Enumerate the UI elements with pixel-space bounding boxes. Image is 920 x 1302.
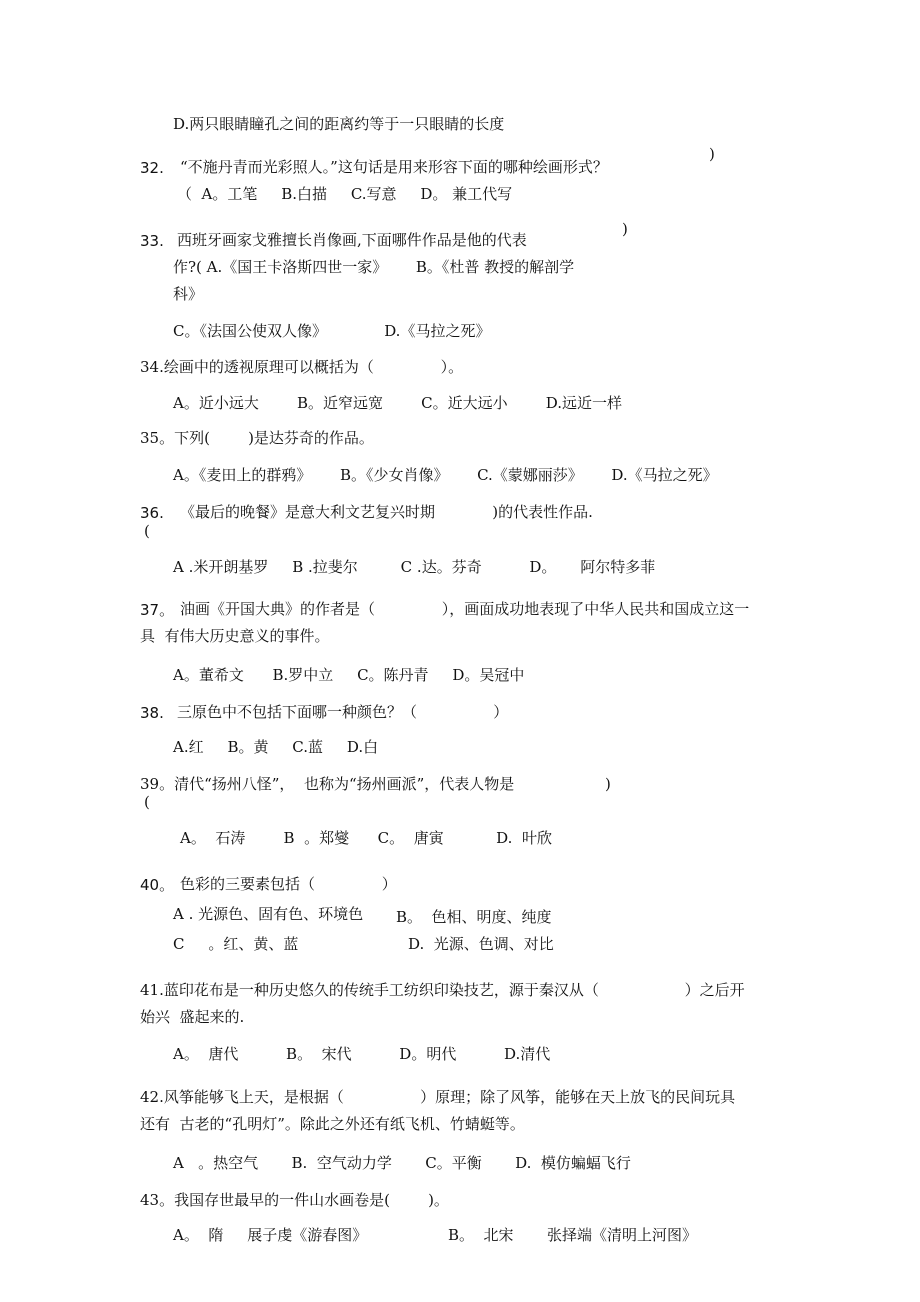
q32-number: 32.	[140, 159, 164, 177]
q33-options-cont: 科》	[173, 285, 204, 303]
q39-text: 39。清代“扬州八怪”， 也称为“扬州画派”，代表人物是	[140, 775, 515, 793]
q32-text: “不施丹青而光彩照人。”这句话是用来形容下面的哪种绘画形式？	[180, 158, 608, 176]
q40-option-b: B。 色相、明度、纯度	[396, 908, 552, 926]
q35-text: 35。下列( )是达芬奇的作品。	[140, 429, 374, 447]
q38-number: 38.	[140, 704, 164, 722]
q40-option-a: A . 光源色、固有色、环境色	[173, 905, 364, 923]
q42-options: A 。热空气 B. 空气动力学 C。平衡 D. 模仿蝙蝠飞行	[173, 1154, 631, 1172]
q42-text-cont: 还有 古老的“孔明灯”。除此之外还有纸飞机、竹蜻蜓等。	[140, 1115, 525, 1133]
q38-text: 三原色中不包括下面哪一种颜色？（ ）	[177, 703, 509, 721]
q41-text: 41.蓝印花布是一种历史悠久的传统手工纺织印染技艺，源于秦汉从（ ）之后开	[140, 981, 745, 999]
q40-option-c: C 。红、黄、蓝	[173, 935, 299, 953]
q40-number: 40。	[140, 876, 175, 894]
q35-options: A。《麦田上的群鸦》 B。《少女肖像》 C.《蒙娜丽莎》 D.《马拉之死》	[173, 466, 718, 484]
q39-paren-open: (	[144, 793, 150, 811]
q31-option-d: D.两只眼睛瞳孔之间的距离约等于一只眼睛的长度	[173, 115, 505, 133]
q37-options: A。董希文 B.罗中立 C。陈丹青 D。吴冠中	[173, 666, 525, 684]
q43-option-b-work: 张择端《清明上河图》	[547, 1226, 698, 1244]
q42-text: 42.风筝能够飞上天，是根据（ ）原理；除了风筝，能够在天上放飞的民间玩具	[140, 1088, 736, 1106]
q36-paren: (	[144, 522, 150, 540]
q34-options: A。近小远大 B。近窄远宽 C。近大远小 D.远近一样	[173, 394, 623, 412]
q36-number: 36.	[140, 504, 164, 522]
q41-text-cont: 始兴 盛起来的.	[140, 1008, 245, 1026]
q37-number: 37。	[140, 601, 175, 619]
q40-option-d: D. 光源、色调、对比	[408, 935, 554, 953]
q37-text-cont: 具 有伟大历史意义的事件。	[140, 627, 330, 645]
q32-options: （ A。工笔 B.白描 C.写意 D。 兼工代写	[177, 185, 513, 203]
q36-options: A .米开朗基罗 B .拉斐尔 C .达。芬奇 D。 阿尔特多菲	[173, 558, 656, 576]
q33-number: 33.	[140, 232, 164, 250]
q43-option-a: A。 隋 展子虔《游春图》	[173, 1226, 368, 1244]
q39-options: A。 石涛 B 。郑燮 C。 唐寅 D. 叶欣	[180, 829, 552, 847]
q33-options-ab: 作?( A.《国王卡洛斯四世一家》 B。《杜普 教授的解剖学	[173, 258, 575, 276]
q43-option-b: B。 北宋	[448, 1226, 514, 1244]
q40-text: 色彩的三要素包括（ ）	[180, 875, 397, 893]
q38-options: A.红 B。黄 C.蓝 D.白	[173, 738, 379, 756]
q43-text: 43。我国存世最早的一件山水画卷是( )。	[140, 1191, 449, 1209]
q33-text: 西班牙画家戈雅擅长肖像画,下面哪件作品是他的代表	[177, 231, 527, 249]
q34-text: 34.绘画中的透视原理可以概括为（ ）。	[140, 358, 464, 376]
q37-text: 油画《开国大典》的作者是（ ），画面成功地表现了中华人民共和国成立这一	[180, 600, 750, 618]
q36-text: 《最后的晚餐》是意大利文艺复兴时期 )的代表性作品.	[180, 503, 593, 521]
q33-options-cd: C。《法国公使双人像》 D.《马拉之死》	[173, 322, 491, 340]
q41-options: A。 唐代 B。 宋代 D。明代 D.清代	[173, 1045, 551, 1063]
q39-paren-close: )	[605, 775, 611, 793]
q32-paren: )	[709, 145, 715, 163]
q33-paren: )	[622, 220, 628, 238]
